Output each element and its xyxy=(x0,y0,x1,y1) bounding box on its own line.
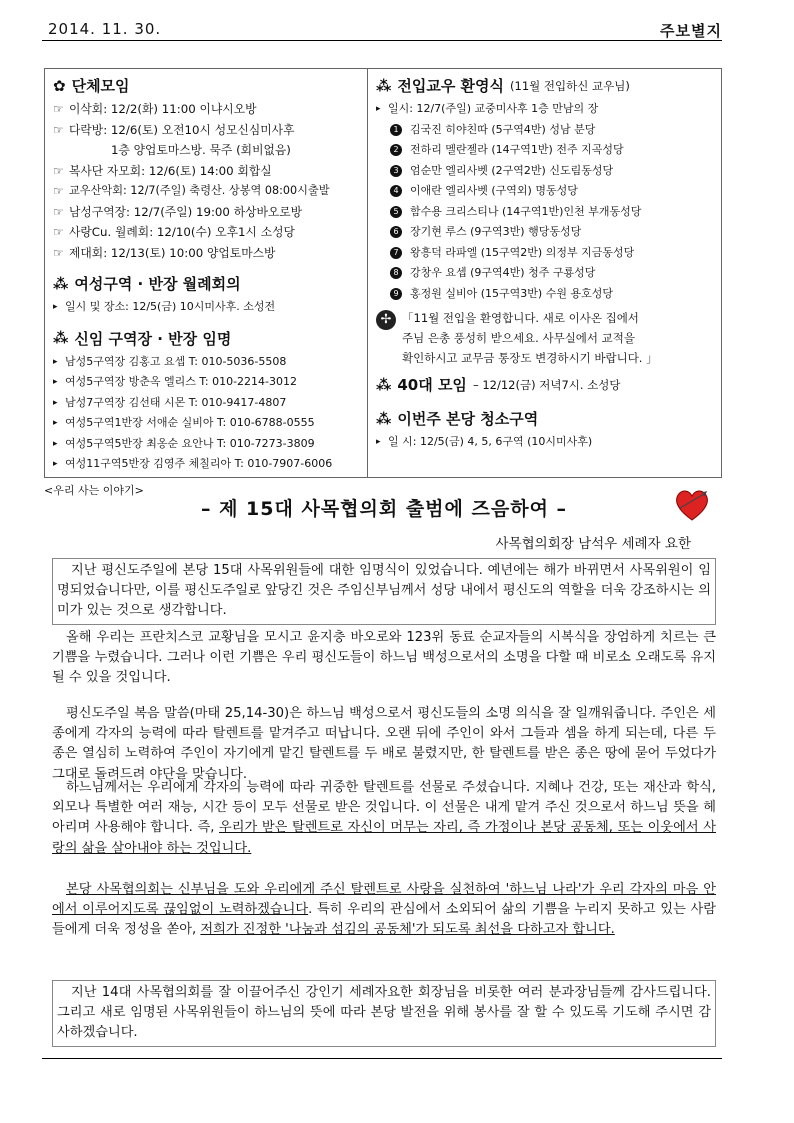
list-item: ▸ 남성5구역장 김홍고 요셉 T: 010-5036-5508 xyxy=(53,352,359,373)
bulletin-date: 2014. 11. 30. xyxy=(48,20,162,38)
list-item: ☞ 이삭회: 12/2(화) 11:00 이냐시오방 xyxy=(53,99,359,120)
list-item: ▸ 일시 및 장소: 12/5(금) 10시미사후. 소성전 xyxy=(53,297,359,318)
list-item-continuation: 1층 양업토마스방. 묵주 (회비없음) xyxy=(111,143,291,157)
story-tag: <우리 사는 이야기> xyxy=(44,484,144,497)
underlined-text: 저희가 진정한 '나눔과 섬김의 공동체'가 되도록 최선을 다하고자 합니다. xyxy=(200,922,615,938)
welcome-message: ✢ 「11월 전입을 환영합니다. 새로 이사온 집에서 주님 은총 풍성히 받으세요. 사무실에서 교적을 확인하시고 교무금 통장도 변경하시기 바랍니다. 」 xyxy=(376,308,713,368)
list-item: 7 왕흥덕 라파엘 (15구역2반) 의정부 지금동성당 xyxy=(376,243,713,264)
welcome-time: ▸ 일시: 12/7(주일) 교중미사후 1층 만남의 장 xyxy=(376,99,713,120)
asterisk-icon: ⁂ xyxy=(53,274,69,293)
list-item: ☞ 제대회: 12/13(토) 10:00 양업토마스방 xyxy=(53,243,359,264)
story-paragraph: 올해 우리는 프란치스코 교황님을 모시고 윤지충 바오로와 123위 동료 순교자들의 시복식을 장엄하게 치르는 큰 기쁨을 누렸습니다. 그러나 이런 기쁨은 우리 평신도들이 하느님 백성으로서의 소명을 다할 때 비로소 오래도록 유지 될 수 있을 것입니다. xyxy=(52,630,716,686)
story-paragraph: 지난 14대 사목협의회를 잘 이끌어주신 강인기 세례자요한 회장님을 비롯한 여러 분과장님들께 감사드립니다. 그리고 새로 임명된 사목위원들이 하느님의 뜻에 따라 본당 발전을 위해 봉사를 잘 할 수 있도록 기도해 주시면 감사하겠습니다. xyxy=(52,980,716,1047)
list-item: ☞ 교우산악회: 12/7(주일) 축령산. 상봉역 08:00시출발 xyxy=(53,181,359,202)
triangle-bullet-icon: ▸ xyxy=(53,302,58,312)
cross-icon: ✢ xyxy=(376,310,396,330)
list-item: 6 장기현 루스 (9구역3반) 행당동성당 xyxy=(376,222,713,243)
list-item: ☞ 남성구역장: 12/7(주일) 19:00 하상바오로방 xyxy=(53,202,359,223)
heart-icon xyxy=(672,486,712,524)
pointing-hand-icon: ☞ xyxy=(53,163,64,178)
pointing-hand-icon: ☞ xyxy=(53,225,64,239)
underlined-text: 본당 사목협의회는 신부님을 도와 우리에게 주신 탈렌트로 사랑을 실천하여 '하느님 나라'가 우리 각자의 마음 안에서 이루어지도록 끊임없이 노력하겠습니다 xyxy=(52,882,716,918)
pointing-hand-icon: ☞ xyxy=(53,122,64,137)
triangle-bullet-icon: ▸ xyxy=(53,397,58,408)
story-paragraph: 지난 평신도주일에 본당 15대 사목위원들에 대한 임명식이 있었습니다. 예년에는 해가 바뀌면서 사목위원이 임명되었습니다만, 이를 평신도주일로 앞당긴 것은 주임신부님께서 성당 내에서 평신도의 역할을 더욱 강조하시는 의미가 있는 것으로 생각합니다. xyxy=(52,558,716,625)
triangle-bullet-icon: ▸ xyxy=(53,438,58,449)
asterisk-icon: ⁂ xyxy=(53,329,69,347)
list-item: ☞ 다락방: 12/6(토) 오전10시 성모신심미사후 xyxy=(53,120,359,141)
pointing-hand-icon: ☞ xyxy=(53,102,64,116)
women-meeting-title: ⁂ 여성구역 · 반장 월례회의 xyxy=(53,274,241,293)
asterisk-icon: ⁂ xyxy=(376,409,392,428)
triangle-bullet-icon: ▸ xyxy=(53,356,58,367)
story-paragraph: 평신도주일 복음 말씀(마태 25,14-30)은 하느님 백성으로서 평신도들의 소명 의식을 잘 일깨워줍니다. 주인은 세 종에게 각자의 능력에 따라 탈렌트를 맡겨주고 떠납니다. 오랜 뒤에 주인이 와서 그들과 셈을 하게 되는데, 다른 두 종은 열심히 노력하여 주인이 자기에게 맡긴 탈렌트를 두 배로 불렸지만, 한 탈렌트를 받은 종은 땅에 묻어 두었다가 그대로 돌려드려 야단을 맞습니다. xyxy=(52,706,716,782)
list-item: ☞ 복사단 자모회: 12/6(토) 14:00 회합실 xyxy=(53,161,359,182)
story-paragraph: 본당 사목협의회는 신부님을 도와 우리에게 주신 탈렌트로 사랑을 실천하여 '하느님 나라'가 우리 각자의 마음 안에서 이루어지도록 끊임없이 노력하겠습니다. 특히 우리의 관심에서 소외되어 삶의 기쁨을 누리지 못하고 있는 사람들에게 더욱 정성을 쏟아, 저희가 진정한 '나눔과 섬김의 공동체'가 되도록 최선을 다하고자 합니다. xyxy=(52,882,716,938)
appointment-title: ⁂ 신임 구역장 · 반장 임명 xyxy=(53,329,232,348)
left-announcements xyxy=(44,68,368,478)
list-item: ▸ 여성5구역1반장 서애순 실비아 T: 010-6788-0555 xyxy=(53,413,359,434)
pointing-hand-icon: ☞ xyxy=(53,184,64,198)
flower-icon: ✿ xyxy=(53,76,66,95)
right-announcements xyxy=(368,68,722,478)
list-item: ☞ 사랑Cu. 월례회: 12/10(수) 오후1시 소성당 xyxy=(53,222,359,243)
asterisk-icon: ⁂ xyxy=(376,375,392,394)
list-item: 2 전하리 멜란젤라 (14구역1반) 전주 지곡성당 xyxy=(376,140,713,161)
header-rule xyxy=(42,40,722,41)
story-paragraph: 하느님께서는 우리에게 각자의 능력에 따라 귀중한 탈렌트를 선물로 주셨습니다. 지혜나 건강, 또는 재산과 학식, 외모나 특별한 여러 재능, 시간 등이 모두 선물로 받은 것입니다. 이 선물은 내게 맡겨 주신 것으로서 하느님 뜻을 헤아리며 사용해야 합니다. 즉, 우리가 받은 탈렌트로 자신이 머무는 자리, 즉 가정이나 본당 공동체, 또는 이웃에서 사랑의 삶을 살아내야 하는 것입니다. xyxy=(52,780,716,856)
list-item: 3 엄순만 엘리사벳 (2구역2반) 신도림동성당 xyxy=(376,161,713,182)
cleaning-title: ⁂ 이번주 본당 청소구역 xyxy=(376,409,539,428)
triangle-bullet-icon: ▸ xyxy=(376,104,381,114)
triangle-bullet-icon: ▸ xyxy=(376,437,381,447)
groups-title: ✿ 단체모임 xyxy=(53,76,130,95)
underlined-text: 우리가 받은 탈렌트로 자신이 머무는 자리, 즉 가정이나 본당 공동체, 또는 이웃에서 사랑의 삶을 살아내야 하는 것입니다. xyxy=(52,820,716,856)
list-item: 1 김국진 히야친따 (5구역4반) 성남 분당 xyxy=(376,120,713,141)
cleaning-time: ▸ 일 시: 12/5(금) 4, 5, 6구역 (10시미사후) xyxy=(376,432,713,453)
pointing-hand-icon: ☞ xyxy=(53,204,64,219)
triangle-bullet-icon: ▸ xyxy=(53,377,58,387)
list-item: 8 강창우 요셉 (9구역4반) 청주 구룡성당 xyxy=(376,263,713,284)
welcome-title: ⁂ 전입교우 환영식 (11월 전입하신 교우님) xyxy=(376,76,630,95)
forties-title: ⁂ 40대 모임 – 12/12(금) 저녁7시. 소성당 xyxy=(376,375,621,394)
list-item: ▸ 여성11구역5반장 김영주 체칠리아 T: 010-7907-6006 xyxy=(53,454,359,475)
triangle-bullet-icon: ▸ xyxy=(53,418,58,428)
list-item: ▸ 남성7구역장 김선태 시몬 T: 010-9417-4807 xyxy=(53,393,359,414)
triangle-bullet-icon: ▸ xyxy=(53,459,58,469)
pointing-hand-icon: ☞ xyxy=(53,245,64,260)
list-item: ▸ 여성5구역5반장 최옹순 요안나 T: 010-7273-3809 xyxy=(53,434,359,455)
list-item: 4 이애란 엘리사벳 (구역외) 명동성당 xyxy=(376,181,713,202)
story-author: 사목협의회장 남석우 세례자 요한 xyxy=(495,536,691,552)
list-item: 5 함수용 크리스티나 (14구역1반)인천 부개동성당 xyxy=(376,202,713,223)
story-title: – 제 15대 사목협의회 출범에 즈음하여 – xyxy=(200,498,568,520)
footer-rule xyxy=(42,1058,722,1059)
list-item: 9 홍정원 실비아 (15구역3반) 수원 용호성당 xyxy=(376,284,713,305)
asterisk-icon: ⁂ xyxy=(376,76,392,95)
publication-name: 주보별지 xyxy=(660,22,722,40)
list-item: ▸ 여성5구역장 방춘옥 엘리스 T: 010-2214-3012 xyxy=(53,372,359,393)
